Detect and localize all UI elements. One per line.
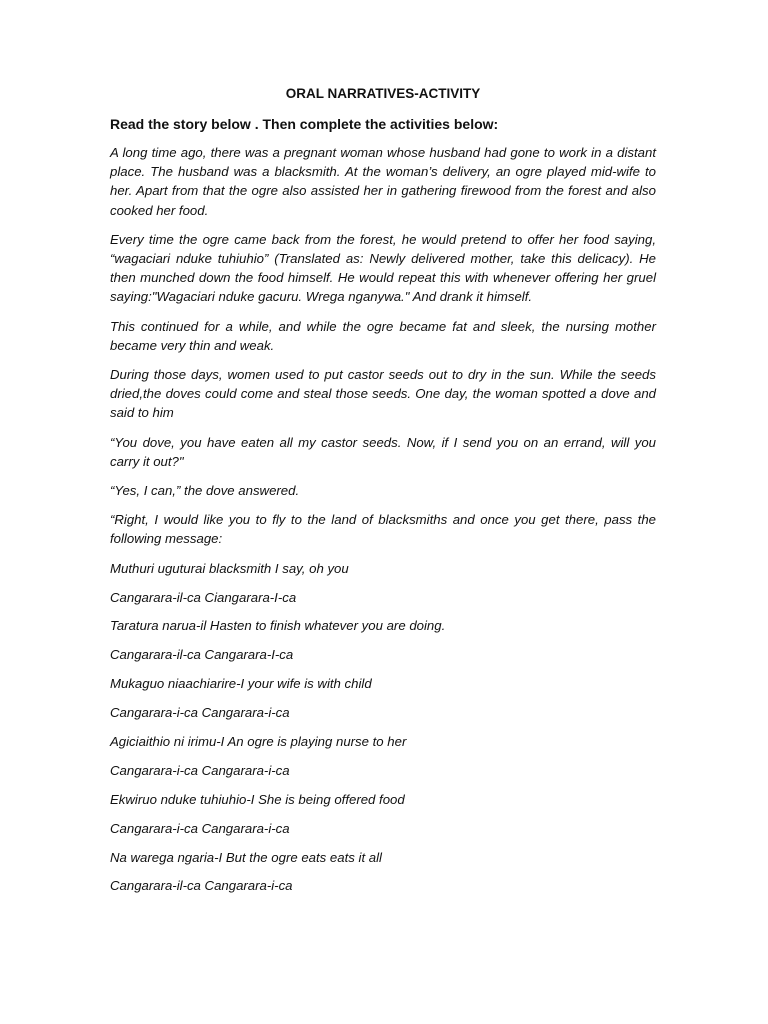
song-line: Agiciaithio ni irimu-I An ogre is playing nurse to her bbox=[110, 734, 407, 749]
song-line: Taratura narua-il Hasten to finish whatever you are doing. bbox=[110, 618, 446, 634]
song-line: Mukaguo niaachiarire-I your wife is with child bbox=[110, 676, 372, 692]
instruction-heading: Read the story below . Then complete the activities below: bbox=[110, 116, 499, 132]
story-paragraph: “Right, I would like you to fly to the land of blacksmiths and once you get there, pass the following message: bbox=[110, 512, 656, 547]
story-paragraph: A long time ago, there was a pregnant woman whose husband had gone to work in a distant place. The husband was a blacksmith. At the woman’s delivery, an ogre played mid-wife to her. Apart from that the ogre also assisted her in gathering firewood from the forest and also cooked her food. bbox=[110, 145, 656, 218]
story-paragraph: “You dove, you have eaten all my castor seeds. Now, if I send you on an errand, will you carry it out?" bbox=[110, 434, 656, 469]
story-paragraph: “Yes, I can,” the dove answered. bbox=[110, 483, 300, 499]
song-line: Cangarara-il-ca Cangarara-I-ca bbox=[110, 647, 294, 663]
story-paragraph: Every time the ogre came back from the forest, he would pretend to offer her food saying, “wagaciari nduke tuhiuhio” (Translated as: Newly delivered mother, take this delicacy). He then munched down the food himself. He would repeat this with whenever offering her gruel saying:"Wagaciari nduke gacuru. Wrega nganywa." And drank it himself. bbox=[110, 231, 656, 305]
story-paragraph: During those days, women used to put castor seeds out to dry in the sun. While the seeds dried,the doves could come and steal those seeds. One day, the woman spotted a dove and said to him bbox=[110, 367, 656, 421]
song-line: Cangarara-i-ca Cangarara-i-ca bbox=[110, 705, 290, 721]
song-line: Na warega ngaria-I But the ogre eats eats it all bbox=[110, 849, 382, 865]
song-line: Cangarara-i-ca Cangarara-i-ca bbox=[110, 762, 290, 778]
document-page bbox=[110, 84, 656, 905]
song-line: Cangarara-i-ca Cangarara-i-ca bbox=[110, 820, 290, 836]
song-line: Cangarara-il-ca Cangarara-i-ca bbox=[110, 878, 293, 894]
story-paragraph: This continued for a while, and while the ogre became fat and sleek, the nursing mother became very thin and weak. bbox=[110, 318, 656, 353]
song-line: Cangarara-il-ca Ciangarara-I-ca bbox=[110, 589, 297, 605]
song-line: Ekwiruo nduke tuhiuhio-I She is being offered food bbox=[110, 791, 405, 807]
page-title: ORAL NARRATIVES-ACTIVITY bbox=[285, 86, 481, 101]
song-line: Muthuri uguturai blacksmith I say, oh you bbox=[110, 560, 349, 576]
